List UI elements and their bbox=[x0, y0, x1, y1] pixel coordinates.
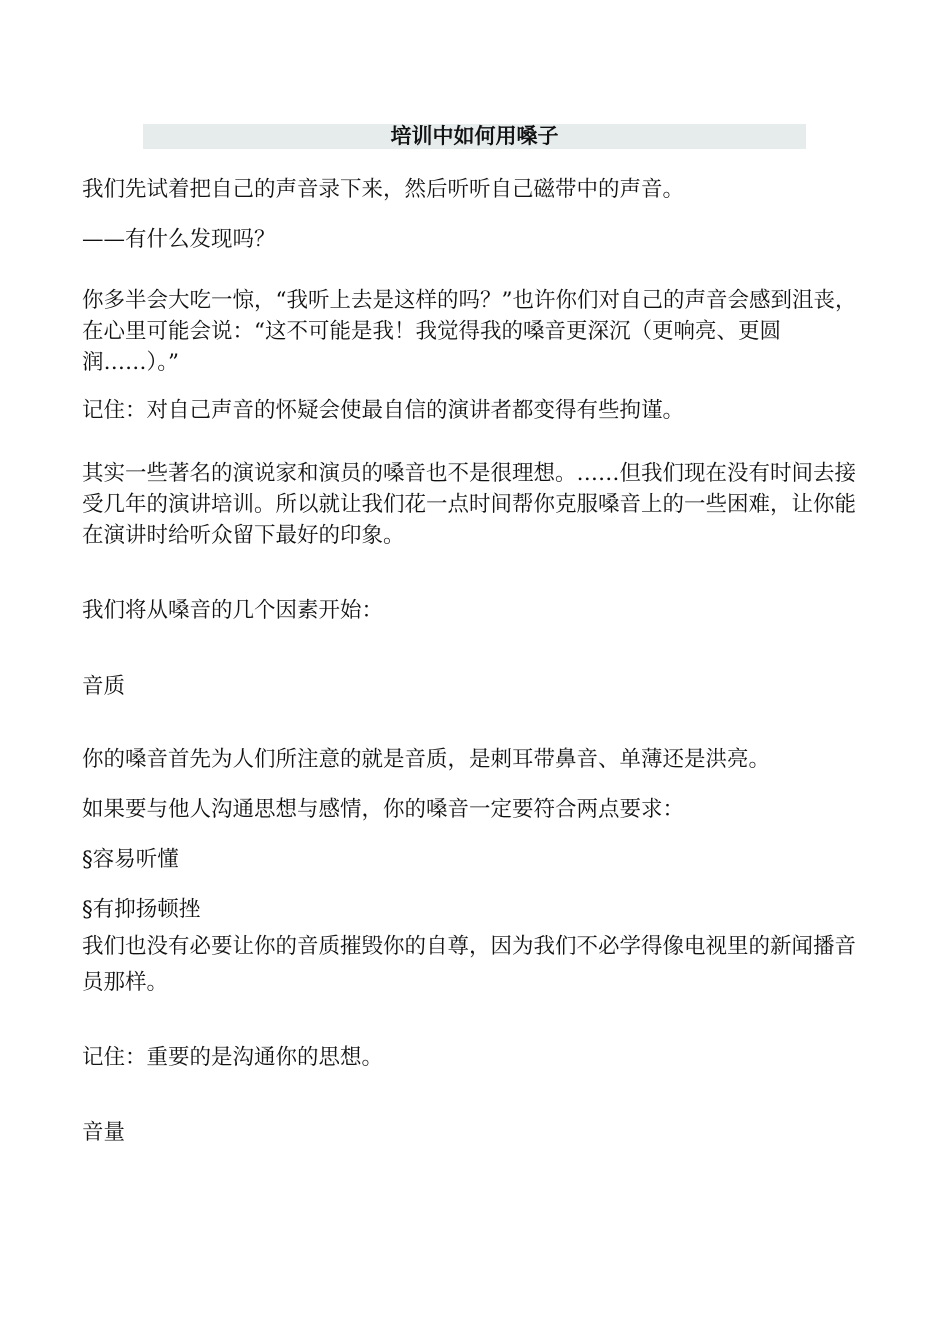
list-item-easy-to-understand: §容易听懂 bbox=[82, 847, 179, 872]
paragraph-factors-intro: 我们将从嗓音的几个因素开始： bbox=[82, 598, 384, 623]
paragraph-requirements: 如果要与他人沟通思想与感情，你的嗓音一定要符合两点要求： bbox=[82, 797, 685, 822]
list-item-intonation: §有抑扬顿挫 bbox=[82, 897, 201, 922]
paragraph-self-esteem: 我们也没有必要让你的音质摧毁你的自尊，因为我们不必学得像电视里的新闻播音员那样。 bbox=[82, 934, 857, 995]
paragraph-remember-communicate: 记住：重要的是沟通你的思想。 bbox=[82, 1045, 384, 1070]
paragraph-intro: 我们先试着把自己的声音录下来，然后听听自己磁带中的声音。 bbox=[82, 177, 685, 202]
document-title: 培训中如何用嗓子 bbox=[390, 124, 559, 148]
paragraph-famous-speakers: 其实一些著名的演说家和演员的嗓音也不是很理想。……但我们现在没有时间去接受几年的演讲培训。所以就让我们花一点时间帮你克服嗓音上的一些困难，让你能在演讲时给听众留下最好的印象。 bbox=[82, 461, 857, 548]
section-heading-volume: 音量 bbox=[82, 1120, 126, 1145]
paragraph-question: ——有什么发现吗？ bbox=[82, 227, 276, 252]
paragraph-remember-doubt: 记住：对自己声音的怀疑会使最自信的演讲者都变得有些拘谨。 bbox=[82, 398, 685, 423]
section-heading-voice-quality: 音质 bbox=[82, 674, 126, 699]
paragraph-surprise: 你多半会大吃一惊，“我听上去是这样的吗？”也许你们对自己的声音会感到沮丧，在心里可能会说：“这不可能是我！我觉得我的嗓音更深沉（更响亮、更圆润……）。” bbox=[82, 288, 857, 375]
paragraph-voice-quality: 你的嗓音首先为人们所注意的就是音质，是刺耳带鼻音、单薄还是洪亮。 bbox=[82, 747, 771, 772]
